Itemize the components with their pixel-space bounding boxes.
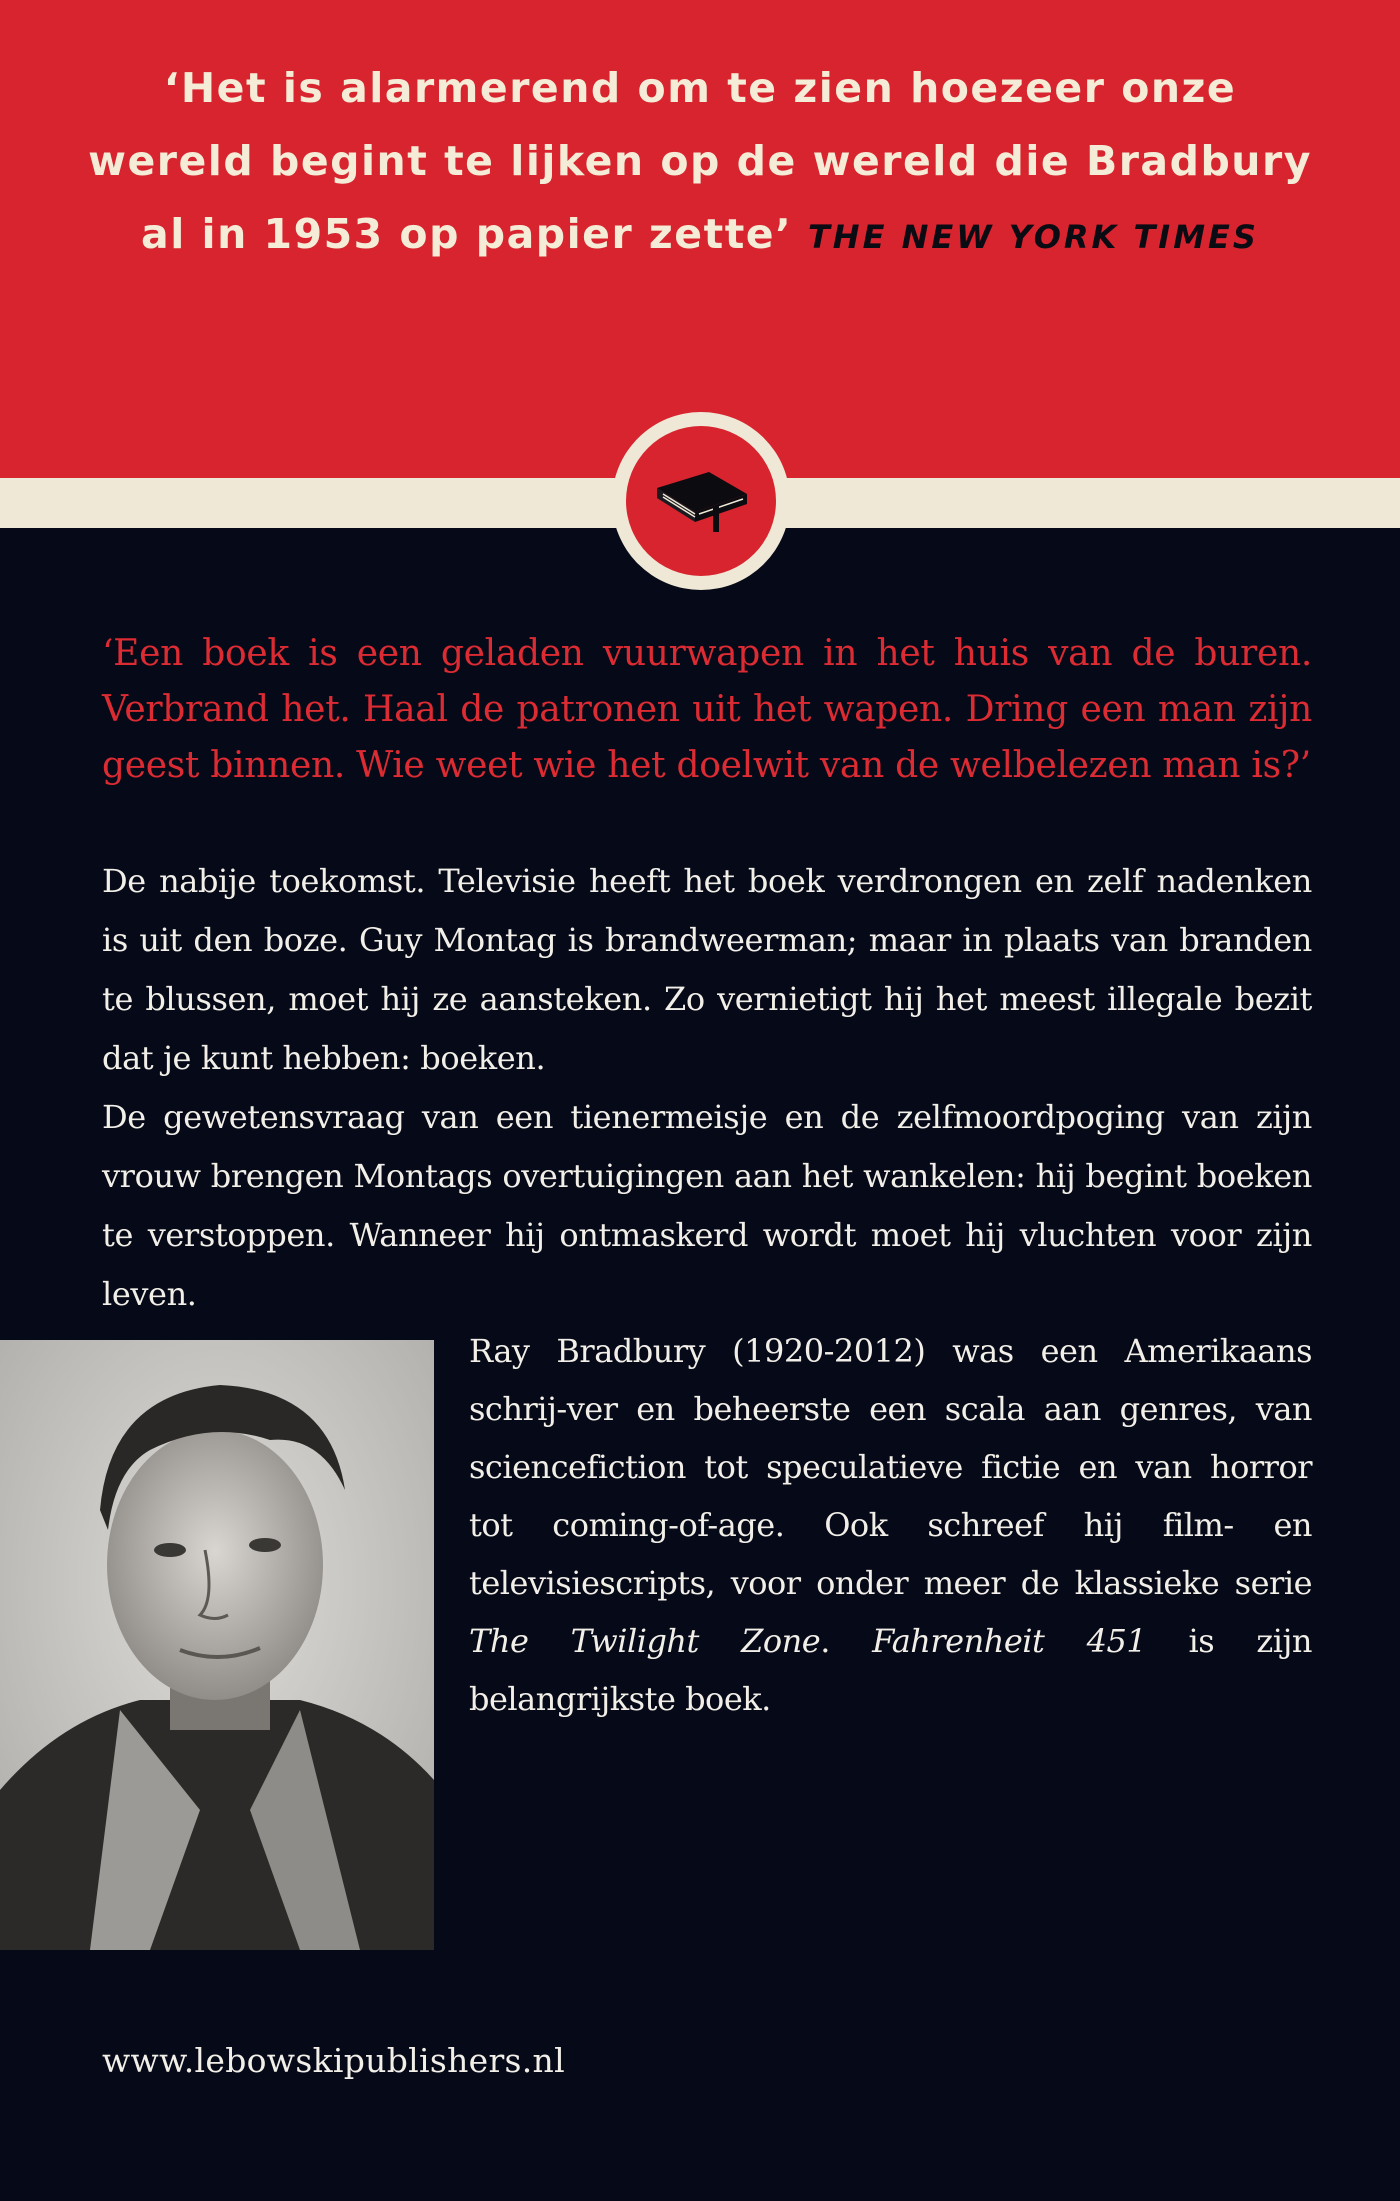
- book-quote: ‘Een boek is een geladen vuurwapen in het huis van de buren. Verbrand het. Haal de patronen uit het wapen. Dring een man zijn geest binnen. Wie weet wie het doelwit van de welbelezen man is?’: [102, 633, 1312, 786]
- press-quote-source: THE NEW YORK TIMES: [807, 218, 1259, 256]
- publisher-emblem: [612, 412, 790, 590]
- press-quote: [0, 52, 1400, 274]
- press-quote-line-3: [0, 198, 1400, 274]
- publisher-website[interactable]: www.lebowskipublishers.nl: [102, 2041, 565, 2080]
- press-quote-line-3-text: al in 1953 op papier zette’: [141, 210, 793, 258]
- series-title: The Twilight Zone: [469, 1622, 821, 1660]
- author-bio-text: Ray Bradbury (1920-2012) was een Amerikaans schrij-ver en beheerste een scala aan genres, van sciencefiction tot speculatieve fictie en van horror tot coming-of-age. Ook schreef hij film- en televisiescripts, voor onder meer de klassieke serie: [469, 1332, 1312, 1602]
- description-paragraph-2: De gewetensvraag van een tienermeisje en de zelfmoordpoging van zijn vrouw brengen Montags overtuigingen aan het wankelen: hij begint boeken te verstoppen. Wanneer hij ontmaskerd wordt moet hij vluchten voor zijn leven.: [102, 1098, 1312, 1313]
- press-quote-line-2: wereld begint te lijken op de wereld die Bradbury: [88, 137, 1312, 185]
- description-paragraph-1: De nabije toekomst. Televisie heeft het boek verdrongen en zelf nadenken is uit den boze. Guy Montag is brandweerman; maar in plaats van branden te blussen, moet hij ze aansteken. Zo vernietigt hij het meest illegale bezit dat je kunt hebben: boeken.: [102, 862, 1312, 1077]
- author-photo: [0, 1340, 434, 1950]
- emblem-red-circle: [626, 426, 776, 576]
- book-description: [102, 852, 1312, 1324]
- book-icon: [651, 464, 751, 538]
- book-title: Fahrenheit 451: [872, 1622, 1147, 1660]
- author-bio: Ray Bradbury (1920-2012) was een Amerikaans schrij-ver en beheerste een scala aan genres, van sciencefiction tot speculatieve fictie en van horror tot coming-of-age. Ook schreef hij film- en televisiescripts, voor onder meer de klassieke serie The Twilight Zone. Fahrenheit 451 is zijn belangrijkste boek.: [469, 1332, 1313, 1718]
- press-quote-line-1: ‘Het is alarmerend om te zien hoezeer onze: [163, 64, 1237, 112]
- author-bio-end: is zijn belangrijkste boek.: [469, 1622, 1313, 1718]
